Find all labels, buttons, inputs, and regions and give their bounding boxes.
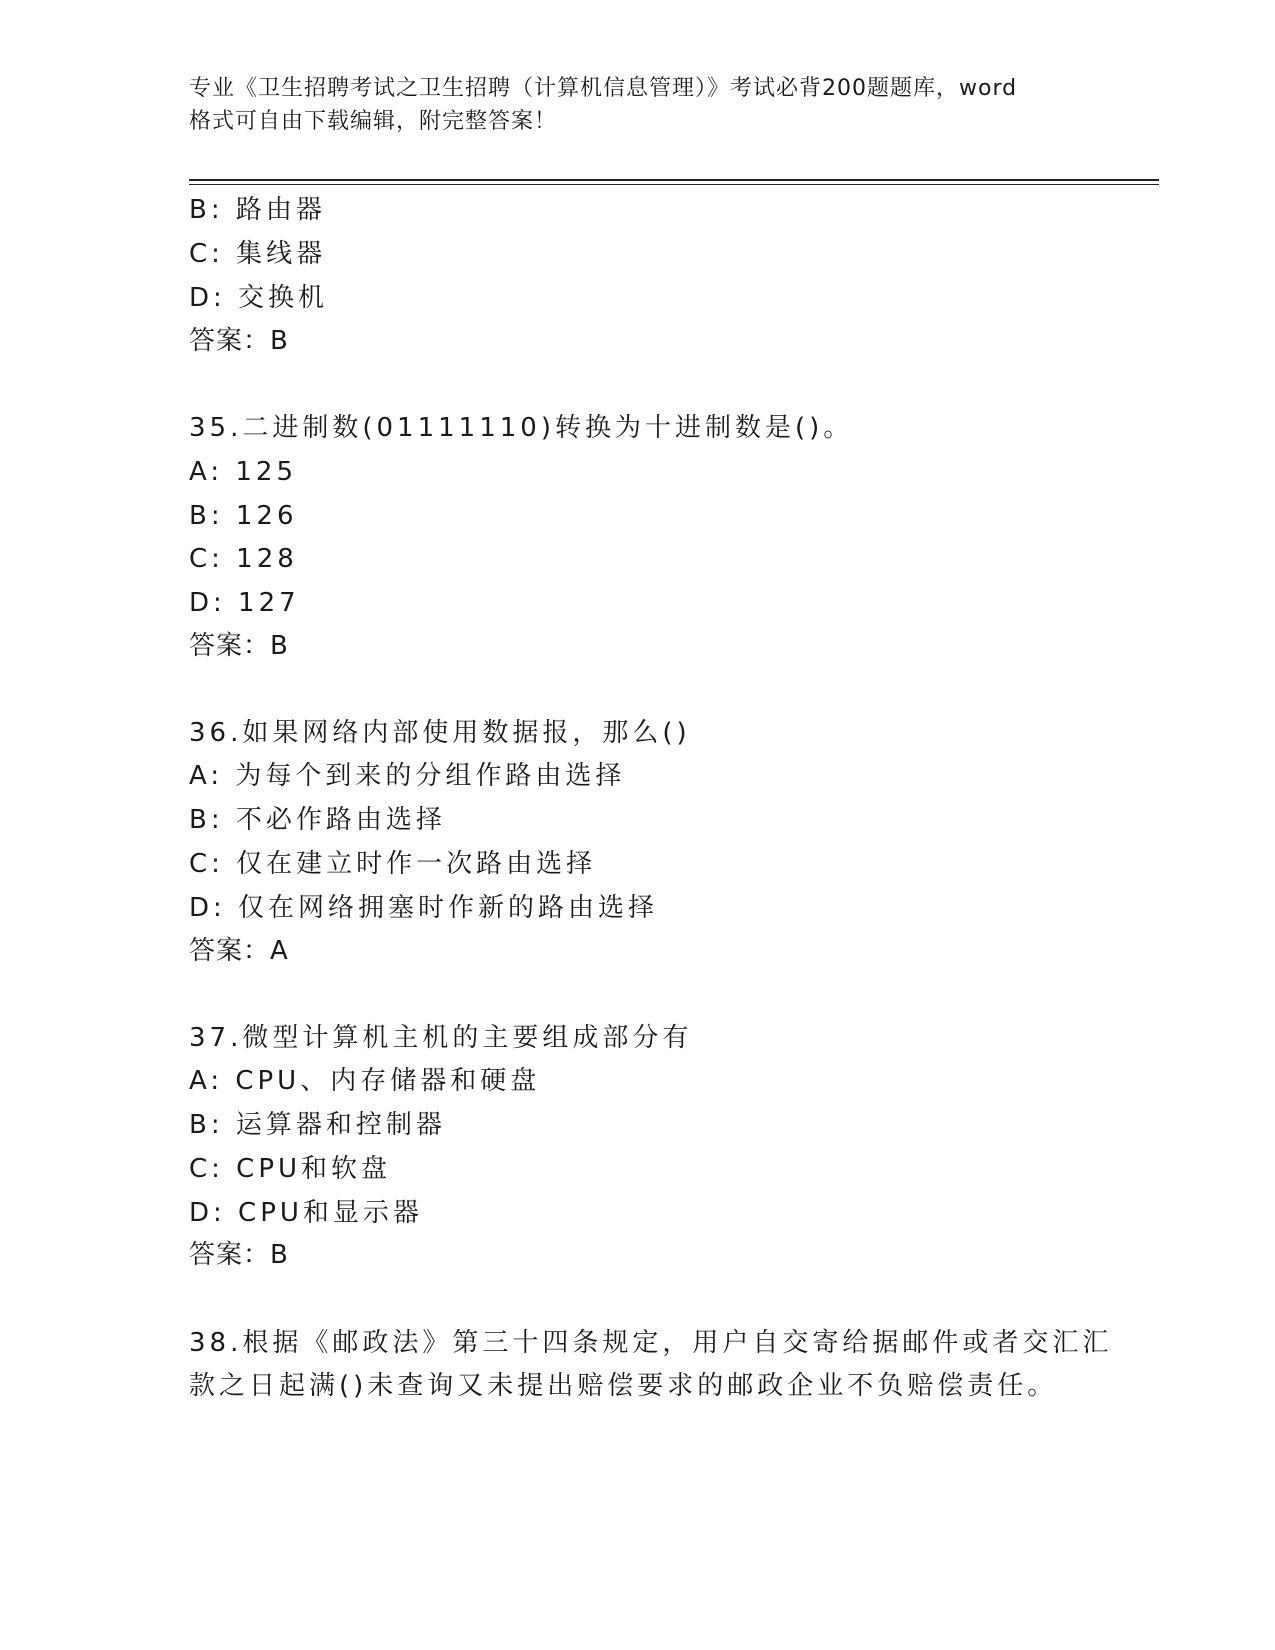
document-header bbox=[189, 72, 1089, 138]
q36-option-b: B: 不必作路由选择 bbox=[189, 805, 446, 835]
q38-stem-line-1: 38.根据《邮政法》第三十四条规定，用户自交寄给据邮件或者交汇汇 bbox=[189, 1328, 1113, 1358]
q35-option-d: D: 127 bbox=[189, 588, 300, 618]
q37-option-b: B: 运算器和控制器 bbox=[189, 1110, 446, 1140]
q35-option-b: B: 126 bbox=[189, 501, 298, 531]
q38-stem-line-2: 款之日起满()未查询又未提出赔偿要求的邮政企业不负赔偿责任。 bbox=[189, 1371, 1058, 1401]
q34-answer: 答案：B bbox=[189, 326, 289, 356]
q37-stem: 37.微型计算机主机的主要组成部分有 bbox=[189, 1023, 693, 1053]
q36-answer: 答案：A bbox=[189, 936, 289, 966]
q35-option-a: A: 125 bbox=[189, 457, 297, 487]
q36-stem: 36.如果网络内部使用数据报，那么() bbox=[189, 718, 691, 748]
header-line-1: 专业《卫生招聘考试之卫生招聘（计算机信息管理）》考试必背200题题库，word bbox=[189, 76, 1018, 101]
q34-option-c: C: 集线器 bbox=[189, 239, 327, 269]
q34-option-d: D: 交换机 bbox=[189, 283, 329, 313]
q37-answer: 答案：B bbox=[189, 1240, 289, 1270]
header-line-2: 格式可自由下载编辑，附完整答案！ bbox=[189, 109, 558, 134]
q35-stem: 35.二进制数(01111110)转换为十进制数是()。 bbox=[189, 413, 854, 443]
header-divider-thin bbox=[189, 184, 1159, 185]
q36-option-a: A: 为每个到来的分组作路由选择 bbox=[189, 761, 626, 791]
q37-option-a: A: CPU、内存储器和硬盘 bbox=[189, 1066, 541, 1096]
q34-option-b: B: 路由器 bbox=[189, 195, 326, 225]
q36-option-c: C: 仅在建立时作一次路由选择 bbox=[189, 849, 597, 879]
q35-option-c: C: 128 bbox=[189, 544, 298, 574]
q36-option-d: D: 仅在网络拥塞时作新的路由选择 bbox=[189, 893, 659, 923]
q37-option-d: D: CPU和显示器 bbox=[189, 1198, 423, 1228]
header-divider-thick bbox=[189, 179, 1159, 181]
q35-answer: 答案：B bbox=[189, 631, 289, 661]
q37-option-c: C: CPU和软盘 bbox=[189, 1154, 392, 1184]
